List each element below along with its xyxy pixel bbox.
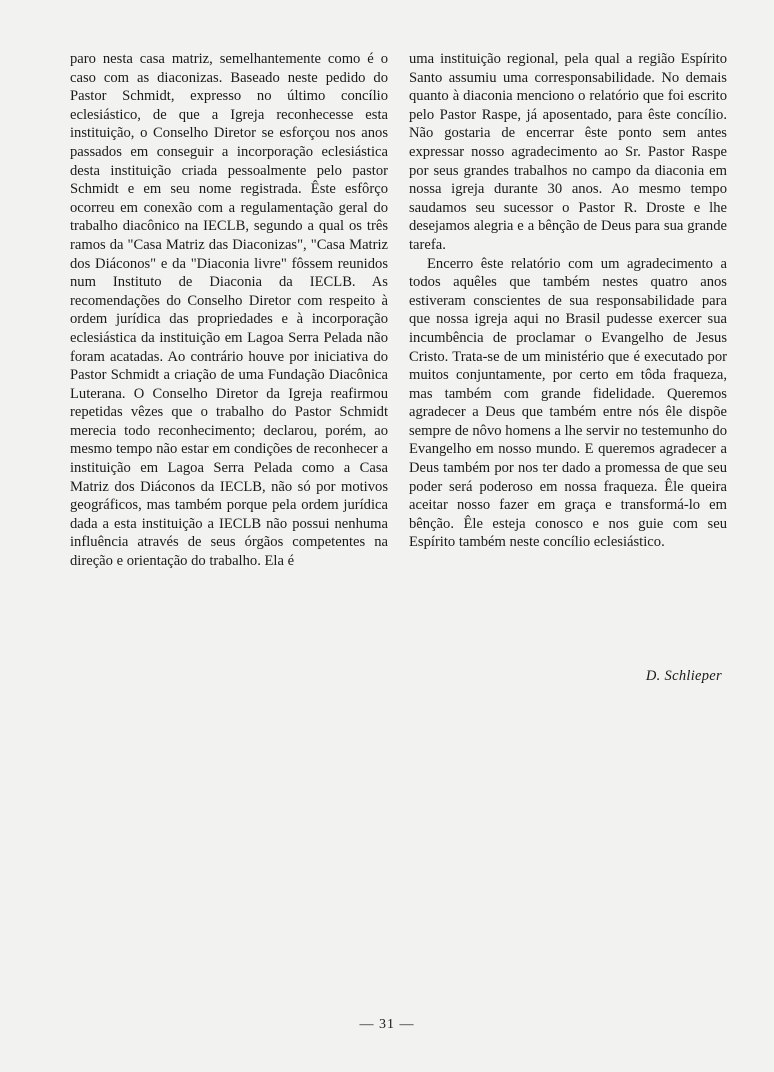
left-column-paragraph: paro nesta casa matriz, semelhantemente como é o caso com as diaconizas. Baseado neste pedido do Pastor Schmidt, expresso no último concílio eclesiástico, de que a Igreja reconhecesse esta instituição, o Conselho Diretor se esforçou nos anos passados em conseguir a incorporação eclesiástica desta instituição criada pessoalmente pelo pastor Schmidt e em seu nome registrada. Êste esfôrço ocorreu em conexão com a regulamentação geral do trabalho diacônico na IECLB, segundo a qual os três ramos da "Casa Matriz das Diaconizas", "Casa Matriz dos Diáconos" e da "Diaconia livre" fôssem reunidos num Instituto de Diaconia da IECLB. As recomendações do Conselho Diretor com respeito à ordem jurídica das propriedades e à incorporação eclesiástica da instituição em Lagoa Serra Pelada não foram acatadas. Ao contrário houve por iniciativa do Pastor Schmidt a criação de uma Fundação Diacônica Luterana. O Conselho Diretor da Igreja reafirmou repetidas vêzes que o trabalho do Pastor Schmidt merecia todo reconhecimento; declarou, porém, ao mesmo tempo não estar em condições de reconhecer a instituição em Lagoa Serra Pelada como a Casa Matriz dos Diáconos da IECLB, não só por motivos geográficos, mas também porque pela ordem jurídica dada a esta instituição a IECLB não possui nenhuma influência através de seus órgãos competentes na direção e orientação do trabalho. Ela é [70,51,388,570]
right-column-paragraph-2: Encerro êste relatório com um agradecimento a todos aquêles que também nestes quatro anos estiveram conscientes de sua responsabilidade para que nossa igreja aqui no Brasil pudesse exercer sua incumbência de proclamar o Evangelho de Jesus Cristo. Trata-se de um ministério que é executado por muitos conjuntamente, por certo em tôda fraqueza, mas também com grande fidelidade. Queremos agradecer a Deus que também entre nós êle dispõe sempre de nôvo homens a lhe servir no testemunho do Evangelho em nosso mundo. E queremos agradecer a Deus também por nos ter dado a promessa de que seu poder será poderoso em nossa fraqueza. Êle queira aceitar nosso fazer em graça e transformá-lo em bênção. Êle esteja conosco e nos guie com seu Espírito também neste concílio eclesiástico. [409,255,727,551]
right-column-paragraph-1: uma instituição regional, pela qual a região Espírito Santo assumiu uma corresponsabilidade. No demais quanto à diaconia menciono o relatório que foi escrito pelo Pastor Raspe, já aposentado, para êste concílio. Não gostaria de encerrar êste ponto sem antes expressar nosso agradecimento ao Sr. Pastor Raspe por seus grandes trabalhos no campo da diaconia em nossa igreja durante 30 anos. Ao mesmo tempo saudamos seu sucessor o Pastor R. Droste e lhe desejamos alegria e a bênção de Deus para sua grande tarefa. [409,51,727,253]
left-column [70,50,388,571]
page-number: — 31 — [359,1017,415,1032]
right-column [409,50,727,552]
signature: D. Schlieper [645,668,722,684]
